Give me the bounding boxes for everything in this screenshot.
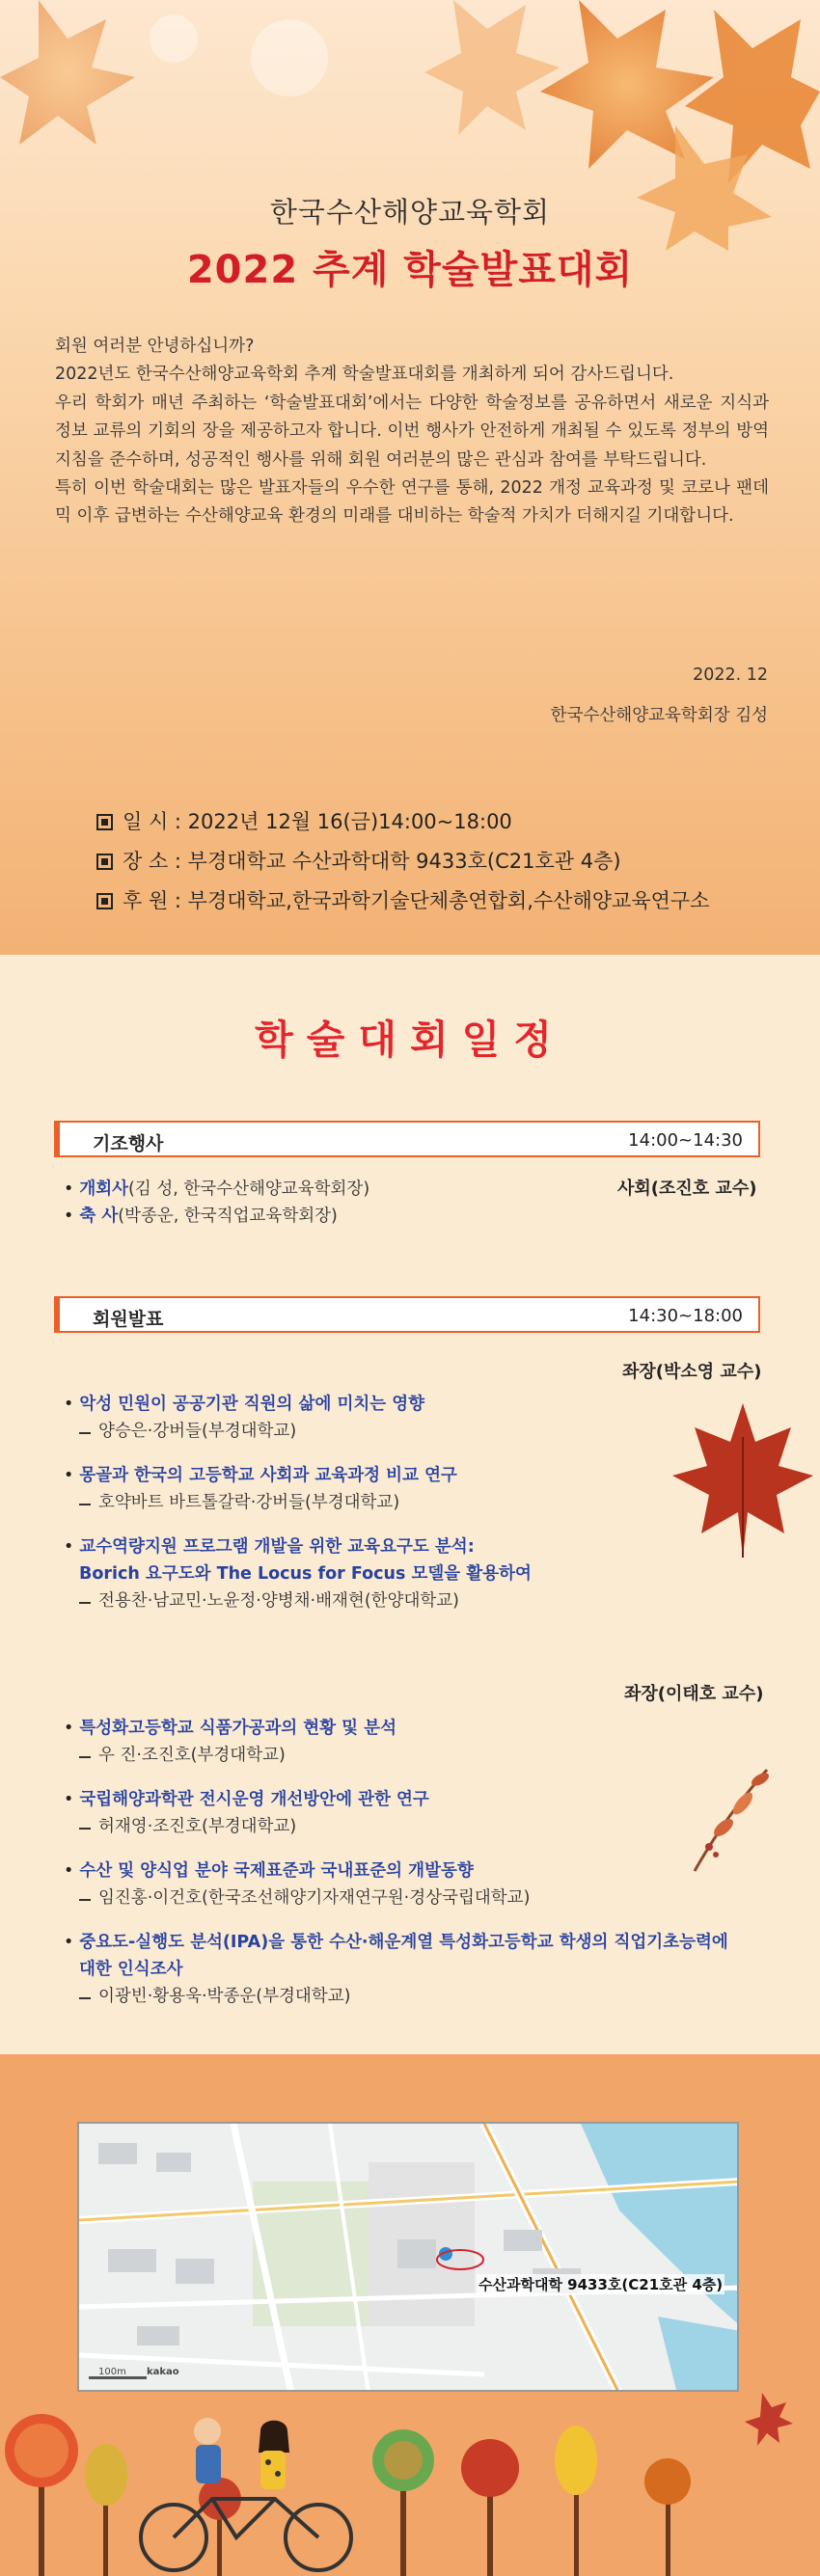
greeting-paragraph: 우리 학회가 매년 주최하는 ‘학술발표대회’에서는 다양한 학술정보를 공유하면서 새로운 지식과 정보 교류의 기회의 장을 제공하고자 합니다. 이번 행사가 안전하게 개최될 수 있도록 정부의 방역 지침을 준수하며, 성공적인 행사를 위해 회원 여러분의 많은 관심과 참여를 부탁드립니다. xyxy=(55,393,769,470)
letter-date: 2022. 12 xyxy=(693,665,768,685)
greeting-section xyxy=(0,0,820,955)
map-brand: kakao xyxy=(147,2367,179,2377)
greeting-paragraph: 2022년도 한국수산해양교육학회 추계 학술발표대회를 개최하게 되어 감사드립니다. xyxy=(55,365,674,385)
info-when: 일 시 : 2022년 12월 16(금)14:00~18:00 xyxy=(96,802,709,842)
talk-title: • 몽골과 한국의 고등학교 사회과 교육과정 비교 연구 xyxy=(64,1466,457,1485)
square-bullet-icon xyxy=(96,893,113,909)
talk-title: • 악성 민원이 공공기관 직원의 삶에 미치는 영향 xyxy=(64,1395,425,1414)
talk-authors: 임진홍·이건호(한국조선해양기자재연구원·경상국립대학교) xyxy=(79,1885,530,1909)
opening-label: 기조행사 xyxy=(93,1133,164,1154)
map-scale: 100m xyxy=(98,2367,126,2377)
opening-item: • 축 사(박종운, 한국직업교육학회장) xyxy=(64,1207,338,1226)
greeting-text xyxy=(55,333,769,531)
talk-authors: 양승은·강버들(부경대학교) xyxy=(79,1418,296,1442)
talk-title-cont: 대한 인식조사 xyxy=(79,1960,183,1979)
talk-title: • 교수역량지원 프로그램 개발을 위한 교육요구도 분석: xyxy=(64,1537,475,1557)
greeting-paragraph: 회원 여러분 안녕하십니까? xyxy=(55,337,255,356)
event-title: 2022 추계 학술발표대회 xyxy=(186,248,634,292)
schedule-title: 학술대회일정 xyxy=(255,1017,565,1063)
autumn-tandem-bike-illustration xyxy=(0,2393,820,2576)
session-time: 14:30~18:00 xyxy=(628,1306,743,1326)
campus-map[interactable] xyxy=(77,2122,739,2392)
talk-title: • 특성화고등학교 식품가공과의 현황 및 분석 xyxy=(64,1719,396,1738)
talk-authors: 이광빈·황용욱·박종운(부경대학교) xyxy=(79,1983,350,2007)
letter-signature: 한국수산해양교육학회장 김성 xyxy=(550,706,768,725)
session-bar xyxy=(54,1296,760,1333)
talk-authors: 전용찬·남교민·노윤정·양병채·배재현(한양대학교) xyxy=(79,1587,459,1612)
event-info xyxy=(96,802,709,921)
greeting-paragraph: 특히 이번 학술대회는 많은 발표자들의 우수한 연구를 통해, 2022 개정 교육과정 및 코로나 팬데믹 이후 급변하는 수산해양교육 환경의 미래를 대비하는 학술적 가치가 더해지길 기대합니다. xyxy=(55,478,769,527)
maple-leaf-icon xyxy=(670,1398,815,1562)
talk-title: • 중요도-실행도 분석(IPA)을 통한 수산·해운계열 특성화고등학교 학생의 직업기초능력에 xyxy=(64,1933,728,1952)
schedule-section xyxy=(0,955,820,2093)
talk-title-cont: Borich 요구도와 The Locus for Focus 모델을 활용하여 xyxy=(79,1564,532,1584)
info-where: 장 소 : 부경대학교 수산과학대학 9433호(C21호관 4층) xyxy=(96,842,709,881)
talk-authors: 호약바트 바트톨갈락·강버들(부경대학교) xyxy=(79,1489,399,1513)
info-sponsor: 후 원 : 부경대학교,한국과학기술단체총연합회,수산해양교육연구소 xyxy=(96,881,709,921)
berry-branch-icon xyxy=(675,1750,781,1876)
opening-item: • 개회사(김 성, 한국수산해양교육학회장) xyxy=(64,1180,370,1199)
square-bullet-icon xyxy=(96,854,113,870)
session-chair: 좌장(박소영 교수) xyxy=(622,1362,762,1382)
session-chair: 좌장(이태호 교수) xyxy=(624,1684,764,1704)
talk-authors: 우 진·조진호(부경대학교) xyxy=(79,1742,286,1766)
square-bullet-icon xyxy=(96,814,113,830)
opening-bar xyxy=(54,1121,760,1157)
bar-accent xyxy=(54,1121,60,1157)
talk-title: • 국립해양과학관 전시운영 개선방안에 관한 연구 xyxy=(64,1790,429,1809)
opening-time: 14:00~14:30 xyxy=(628,1130,743,1151)
venue-label: 수산과학대학 9433호(C21호관 4층) xyxy=(478,2276,724,2293)
opening-moderator: 사회(조진호 교수) xyxy=(617,1179,757,1199)
map-section xyxy=(0,2054,820,2576)
talk-authors: 허재영·조진호(부경대학교) xyxy=(79,1813,296,1837)
organization-name: 한국수산해양교육학회 xyxy=(269,196,551,229)
talk-title: • 수산 및 양식업 분야 국제표준과 국내표준의 개발동향 xyxy=(64,1861,474,1881)
map-graphic xyxy=(79,2124,739,2392)
session-label: 회원발표 xyxy=(93,1309,164,1330)
bar-accent xyxy=(54,1296,60,1333)
